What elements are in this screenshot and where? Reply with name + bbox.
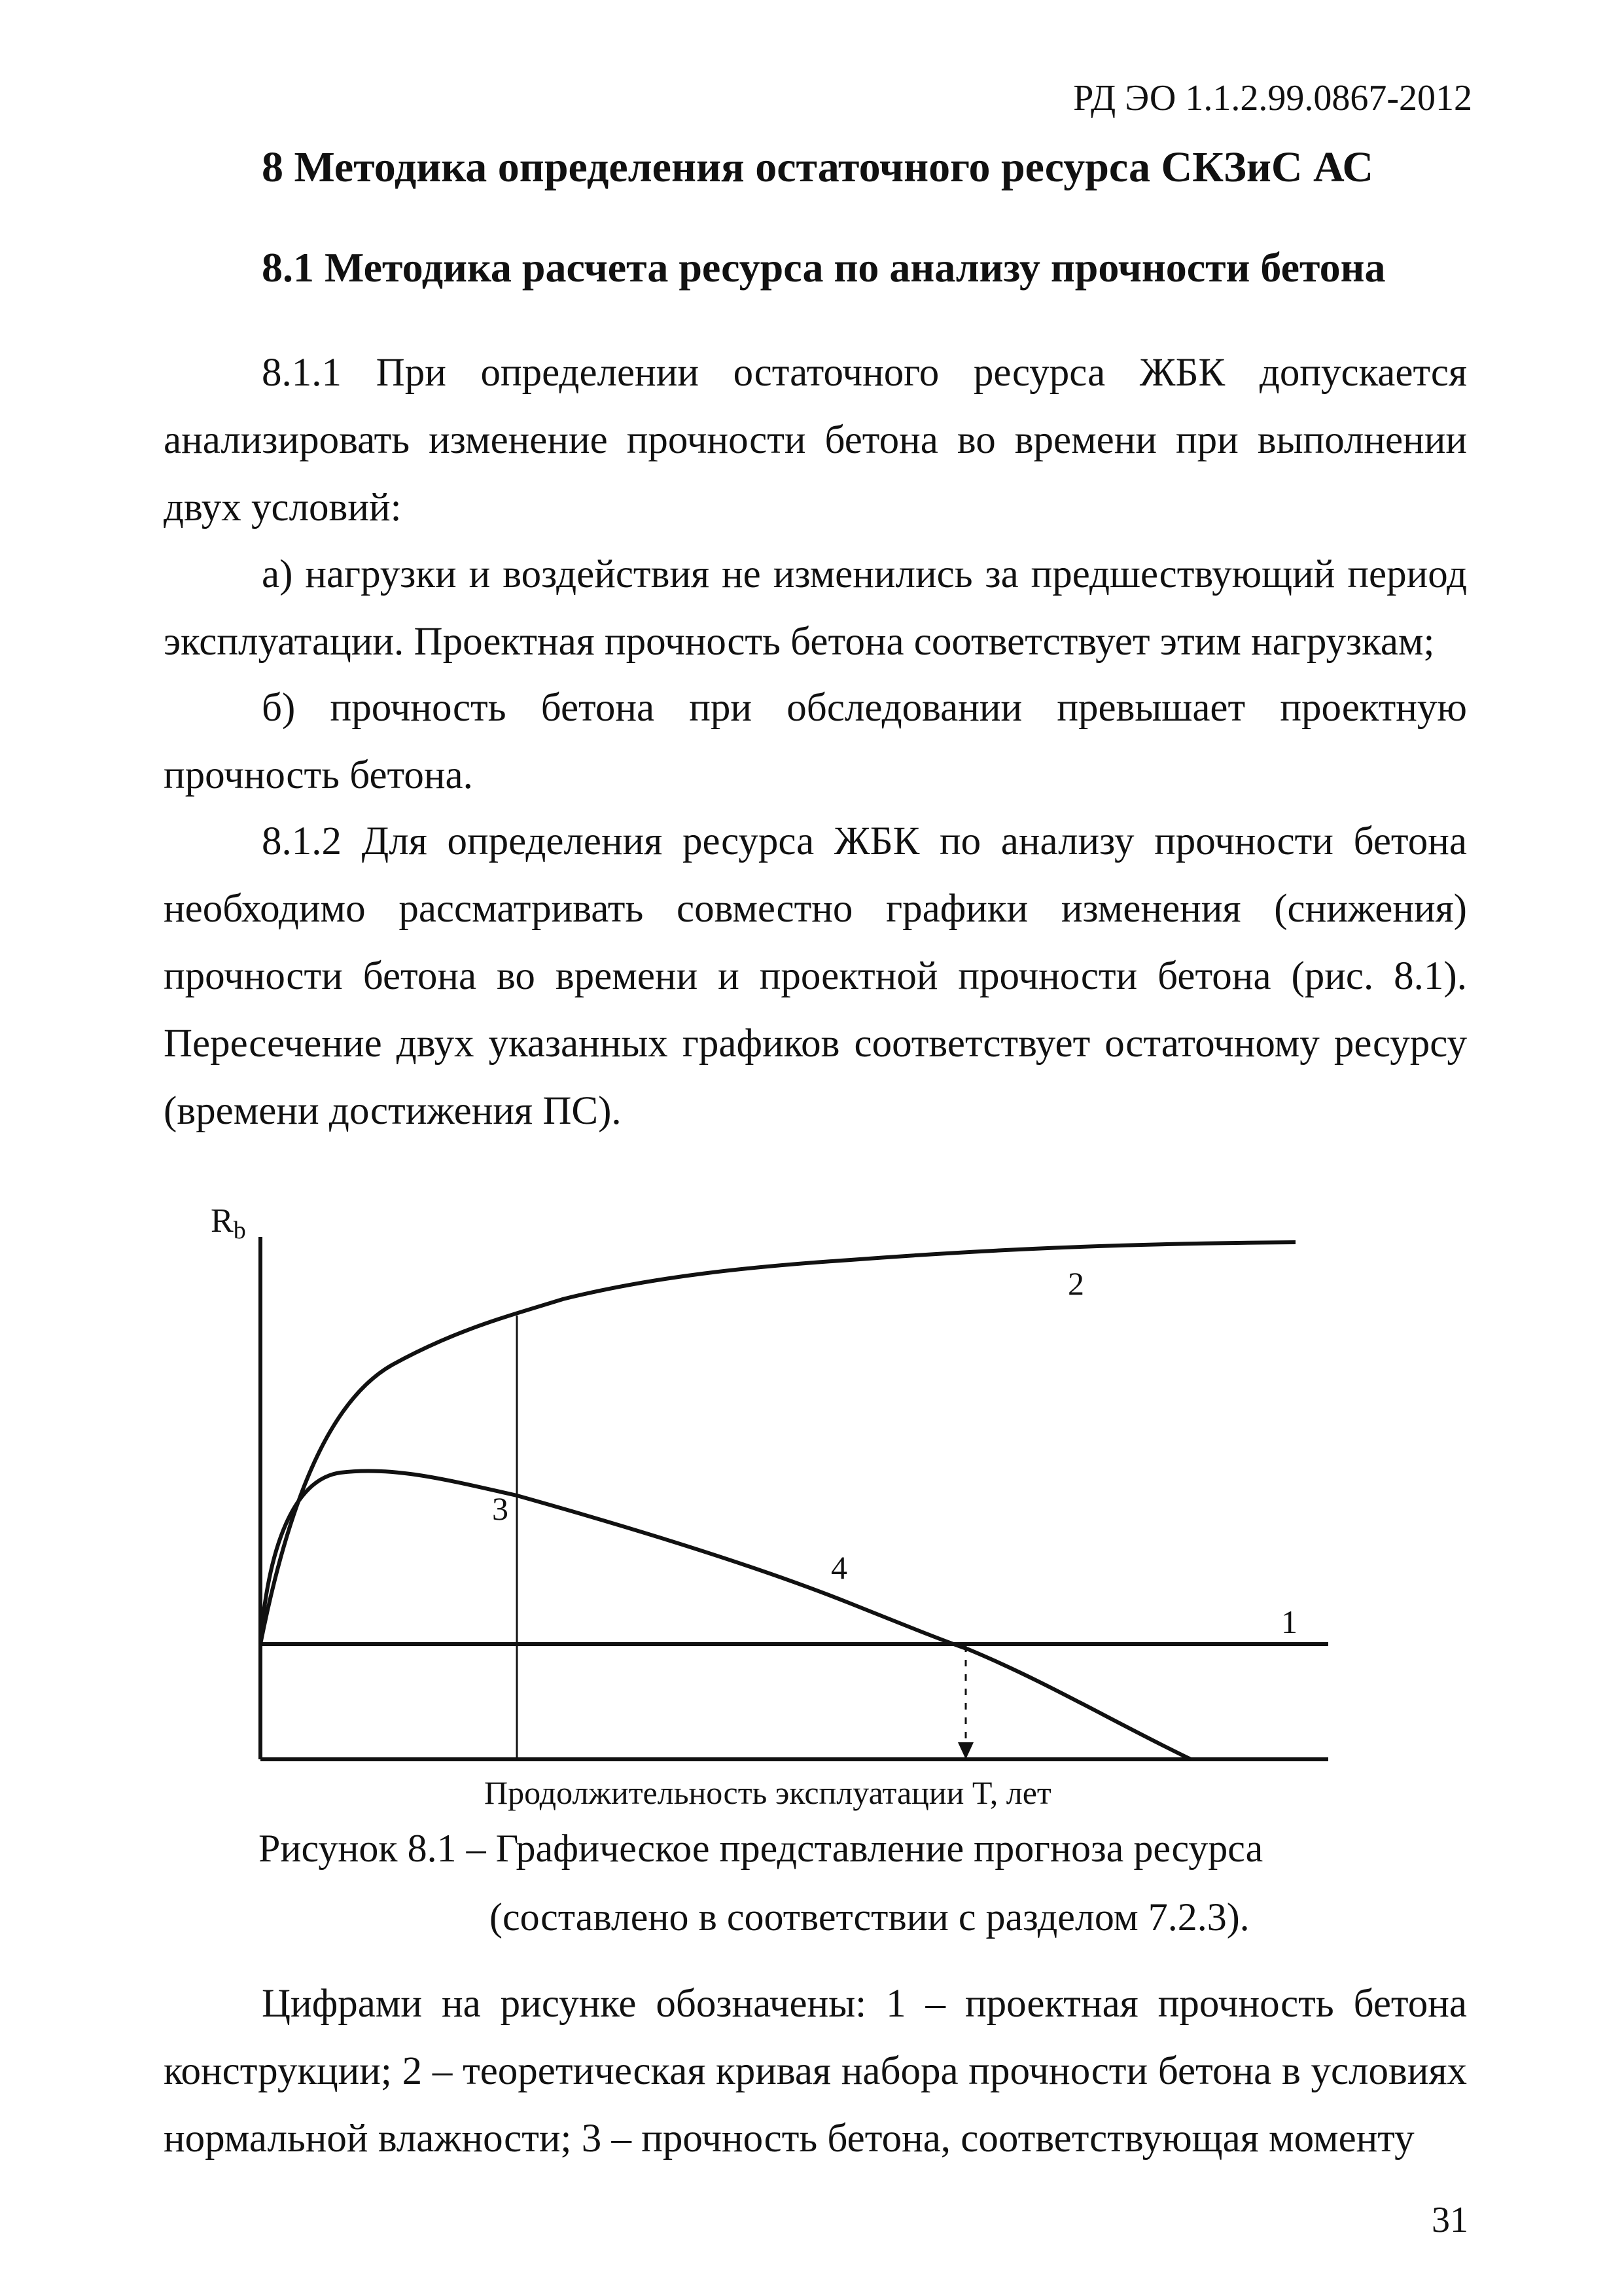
paragraph-condition-a: а) нагрузки и воздействия не изменились за предшествующий период эксплуатации. Проектная прочность бетона соответствует этим нагрузкам; (164, 552, 1467, 664)
figure-caption-line-1: Рисунок 8.1 – Графическое представление прогноза ресурса (258, 1827, 1263, 1870)
section-title: 8 Методика определения остаточного ресурса СКЗиС АС (262, 143, 1374, 191)
page-number: 31 (1432, 2200, 1468, 2240)
curve-label-3: 3 (492, 1490, 508, 1527)
subsection-title: 8.1 Методика расчета ресурса по анализу прочности бетона (262, 244, 1386, 291)
curve-label-4: 4 (831, 1549, 847, 1586)
curve-label-2: 2 (1068, 1265, 1084, 1302)
x-axis-label: Продолжительность эксплуатации T, лет (484, 1774, 1051, 1811)
paragraph-8-1-1: 8.1.1 При определении остаточного ресурса ЖБК допускается анализировать изменение прочности бетона во времени при выполнении двух условий: (164, 351, 1467, 529)
curve-3-4-degradation (260, 1471, 1191, 1759)
curve-label-1: 1 (1281, 1604, 1297, 1640)
y-axis-label: Rb (211, 1202, 246, 1244)
paragraph-8-1-2: 8.1.2 Для определения ресурса ЖБК по анализу прочности бетона необходимо рассматривать совместно графики изменения (снижения) прочности бетона во времени и проектной прочности бетона (рис. 8.1). Пересечение двух указанных графиков соответствует остаточному ресурсу (времени достижения ПС). (164, 819, 1467, 1133)
curve-2-theoretical-strength (260, 1242, 1296, 1644)
paragraph-condition-b: б) прочность бетона при обследовании превышает проектную прочность бетона. (164, 686, 1467, 797)
document-code: РД ЭО 1.1.2.99.0867-2012 (1073, 78, 1472, 118)
paragraph-figure-legend: Цифрами на рисунке обозначены: 1 – проектная прочность бетона конструкции; 2 – теоретическая кривая набора прочности бетона в условиях нормальной влажности; 3 – прочность бетона, соответствующая моменту (164, 1982, 1467, 2161)
figure-caption-line-2: (составлено в соответствии с разделом 7.2.3). (489, 1895, 1250, 1939)
resource-arrow-icon (958, 1742, 974, 1759)
